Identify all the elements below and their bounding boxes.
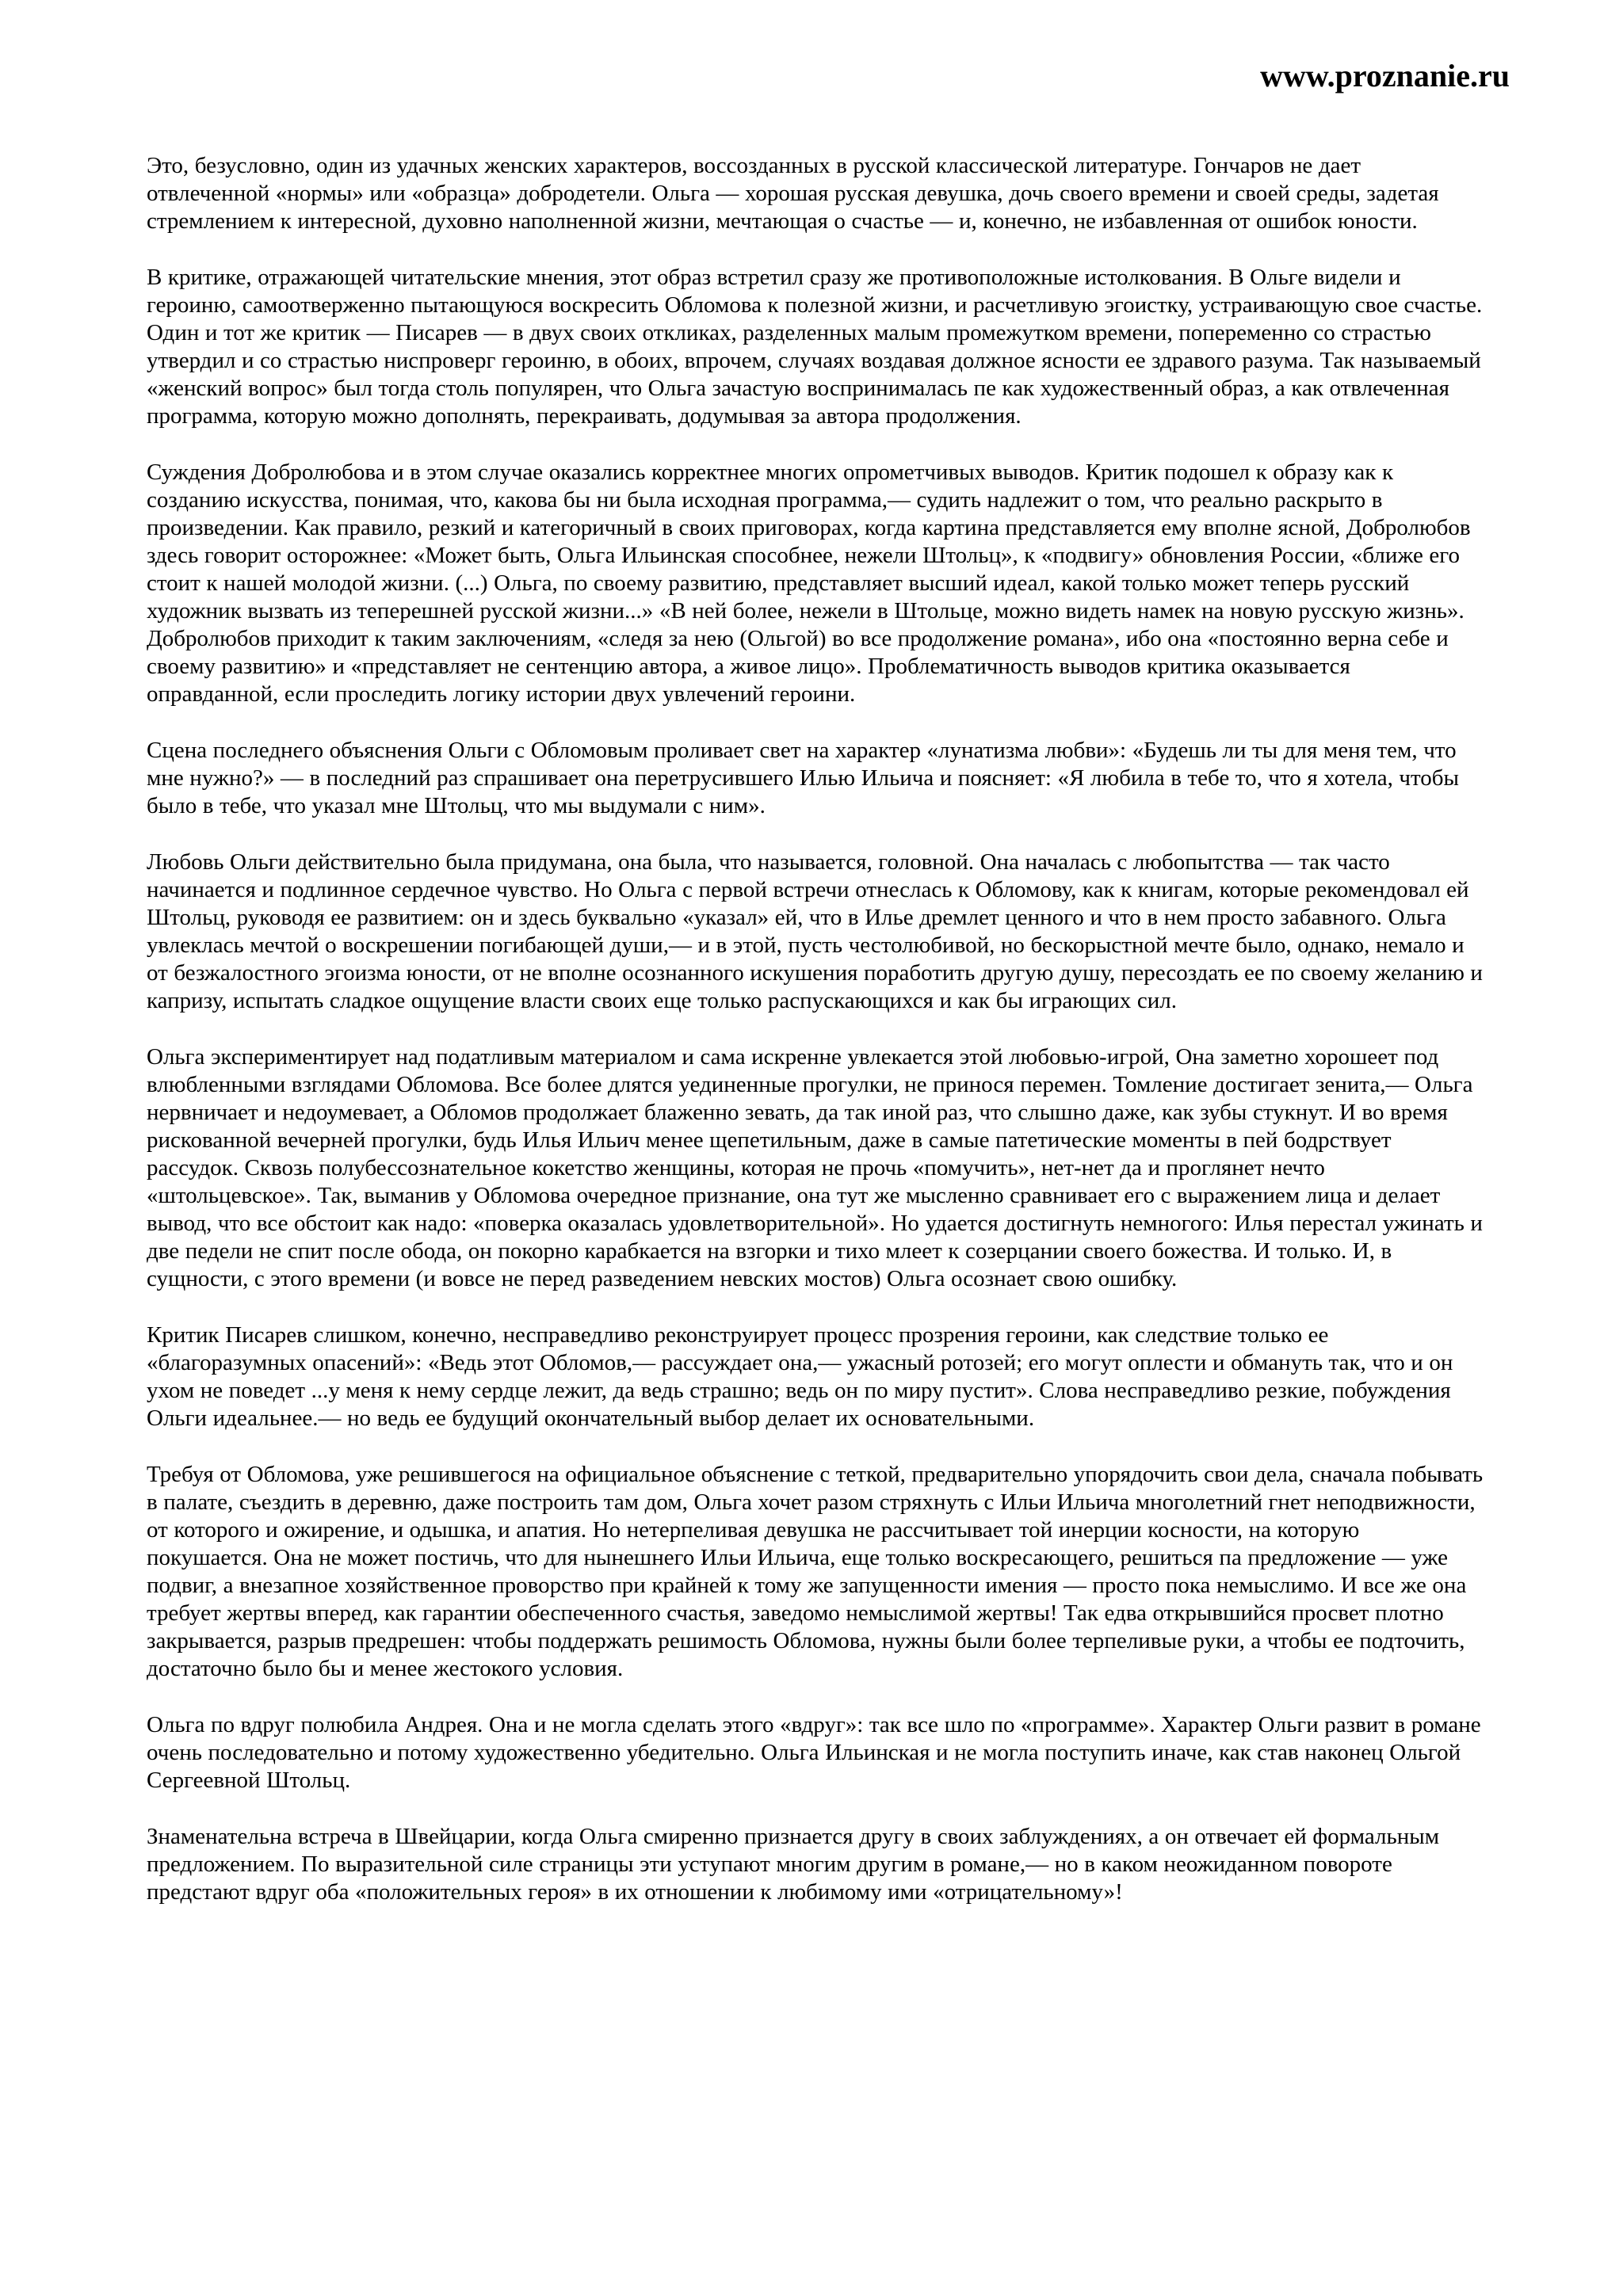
paragraph-4: Сцена последнего объяснения Ольги с Обломовым проливает свет на характер «лунатизма любви»: «Будешь ли ты для меня тем, что мне нужно?» — в последний раз спрашивает она перетрусившего Илью Ильича и поясняет: «Я любила в тебе то, что я хотела, чтобы было в тебе, что указал мне Штольц, что мы выдумали с ним».: [147, 738, 1460, 818]
paragraph-8: Требуя от Обломова, уже решившегося на официальное объяснение с теткой, предварительно упорядочить свои дела, сначала побывать в палате, съездить в деревню, даже построить там дом, Ольга хочет разом стряхнуть с Ильи Ильича многолетний гнет неподвижности, от которого и ожирение, и одышка, и апатия. Но нетерпеливая девушка не рассчитывает той инерции косности, на которую покушается. Она не может постичь, что для нынешнего Ильи Ильича, еще только воскресающего, решиться па предложение — уже подвиг, а внезапное хозяйственное проворство при крайней к тому же запущенности имения — просто пока немыслимо. И все же она требует жертвы вперед, как гарантии обеспеченного счастья, заведомо немыслимой жертвы! Так едва открывшийся просвет плотно закрывается, разрыв предрешен: чтобы поддержать решимость Обломова, нужны были более терпеливые руки, а чтобы ее подточить, достаточно было бы и менее жестокого условия.: [147, 1462, 1484, 1681]
paragraph-6: Ольга экспериментирует над податливым материалом и сама искренне увлекается этой любовью-игрой, Она заметно хорошеет под влюбленными взглядами Обломова. Все более длятся уединенные прогулки, не принося перемен. Томление достигает зенита,— Ольга нервничает и недоумевает, а Обломов продолжает блаженно зевать, да так иной раз, что слышно даже, как зубы стукнут. И во время рискованной вечерней прогулки, будь Илья Ильич менее щепетильным, даже в самые патетические моменты в пей бодрствует рассудок. Сквозь полубессознательное кокетство женщины, которая не прочь «помучить», нет-нет да и проглянет нечто «штольцевское». Так, выманив у Обломова очередное признание, она тут же мысленно сравнивает его с выражением лица и делает вывод, что все обстоит как надо: «поверка оказалась удовлетворительной». Но удается достигнуть немногого: Илья перестал ужинать и две педели не спит после обода, он покорно карабкается на взгорки и тихо млеет к созерцании своего божества. И только. И, в сущности, с этого времени (и вовсе не перед разведением невских мостов) Ольга осознает свою ошибку.: [147, 1044, 1483, 1291]
paragraph-1: Это, безусловно, один из удачных женских характеров, воссозданных в русской классической литературе. Гончаров не дает отвлеченной «нормы» или «образца» добродетели. Ольга — хорошая русская девушка, дочь своего времени и своей среды, задетая стремлением к интересной, духовно наполненной жизни, мечтающая о счастье — и, конечно, не избавленная от ошибок юности.: [147, 153, 1439, 234]
article-body: [147, 152, 1486, 1935]
paragraph-10: Знаменательна встреча в Швейцарии, когда Ольга смиренно признается другу в своих заблуждениях, а он отвечает ей формальным предложением. По выразительной силе страницы эти уступают многим другим в романе,— но в каком неожиданном повороте предстают вдруг оба «положительных героя» в их отношении к любимому ими «отрицательному»!: [147, 1824, 1440, 1905]
paragraph-2: В критике, отражающей читательские мнения, этот образ встретил сразу же противоположные истолкования. В Ольге видели и героиню, самоотверженно пытающуюся воскресить Обломова к полезной жизни, и расчетливую эгоистку, устраивающую свое счастье. Один и тот же критик — Писарев — в двух своих откликах, разделенных малым промежутком времени, попеременно со страстью утвердил и со страстью ниспроверг героиню, в обоих, впрочем, случаях воздавая должное ясности ее здравого разума. Так называемый «женский вопрос» был тогда столь популярен, что Ольга зачастую воспринималась пе как художественный образ, а как отвлеченная программа, которую можно дополнять, перекраивать, додумывая за автора продолжения.: [147, 265, 1483, 429]
paragraph-5: Любовь Ольги действительно была придумана, она была, что называется, головной. Она началась с любопытства — так часто начинается и подлинное сердечное чувство. Но Ольга с первой встречи отнеслась к Обломову, как к книгам, которые рекомендовал ей Штольц, руководя ее развитием: он и здесь буквально «указал» ей, что в Илье дремлет ценного и что в нем просто забавного. Ольга увлеклась мечтой о воскрешении погибающей души,— и в этой, пусть честолюбивой, но бескорыстной мечте было, однако, немало и от безжалостного эгоизма юности, от не вполне осознанного искушения поработить другую душу, пересоздать ее по своему желанию и капризу, испытать сладкое ощущение власти своих еще только распускающихся и как бы играющих сил.: [147, 849, 1483, 1013]
paragraph-3: Суждения Добролюбова и в этом случае оказались корректнее многих опрометчивых выводов. Критик подошел к образу как к созданию искусства, понимая, что, какова бы ни была исходная программа,— судить надлежит о том, что реально раскрыто в произведении. Как правило, резкий и категоричный в своих приговорах, когда картина представляется ему вполне ясной, Добролюбов здесь говорит осторожнее: «Может быть, Ольга Ильинская способнее, нежели Штольц», к «подвигу» обновления России, «ближе его стоит к нашей молодой жизни. (...) Ольга, по своему развитию, представляет высший идеал, какой только может теперь русский художник вызвать из теперешней русской жизни...» «В ней более, нежели в Штольце, можно видеть намек на новую русскую жизнь». Добролюбов приходит к таким заключениям, «следя за нею (Ольгой) во все продолжение романа», ибо она «постоянно верна себе и своему развитию» и «представляет не сентенцию автора, а живое лицо». Проблематичность выводов критика оказывается оправданной, если проследить логику истории двух увлечений героини.: [147, 460, 1471, 707]
paragraph-9: Ольга по вдруг полюбила Андрея. Она и не могла сделать этого «вдруг»: так все шло по «программе». Характер Ольги развит в романе очень последовательно и потому художественно убедительно. Ольга Ильинская и не могла поступить иначе, как став наконец Ольгой Сергеевной Штольц.: [147, 1712, 1481, 1793]
site-url-header: www.proznanie.ru: [1260, 58, 1510, 93]
paragraph-7: Критик Писарев слишком, конечно, несправедливо реконструирует процесс прозрения героини, как следствие только ее «благоразумных опасений»: «Ведь этот Обломов,— рассуждает она,— ужасный ротозей; его могут оплести и обмануть так, что и он ухом не поведет ...у меня к нему сердце лежит, да ведь страшно; ведь он по миру пустит». Слова несправедливо резкие, побуждения Ольги идеальнее.— но ведь ее будущий окончательный выбор делает их основательными.: [147, 1322, 1453, 1431]
